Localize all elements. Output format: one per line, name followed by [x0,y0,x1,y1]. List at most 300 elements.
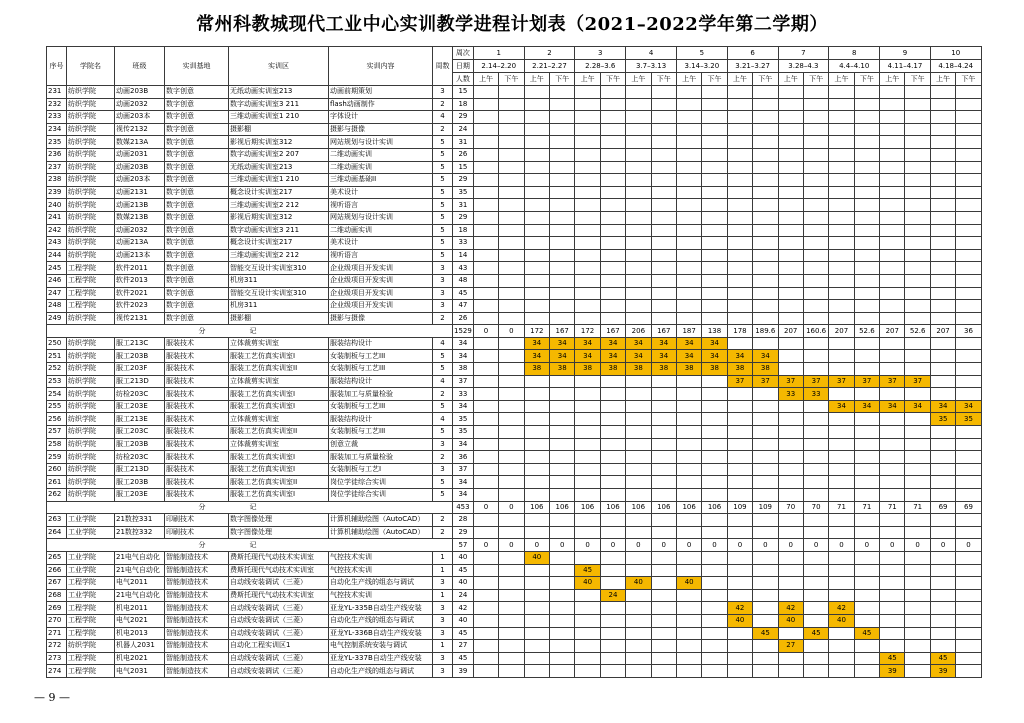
row-seq: 269 [47,602,67,615]
row-slot-booked: 34 [676,337,701,350]
row-slot-empty [778,224,803,237]
row-content: 二维动画实训 [329,148,433,161]
row-slot-empty [829,577,854,590]
subtotal-slot-value: 0 [550,539,575,552]
row-seq: 249 [47,312,67,325]
row-slot-empty [854,438,879,451]
row-base: 数字创意 [165,287,229,300]
row-area: 服装工艺仿真实训室I [229,463,329,476]
row-slot-empty [524,614,549,627]
row-slot-empty [778,526,803,539]
row-slot-empty [727,514,752,527]
header-am: 上午 [880,73,905,86]
row-slot-empty [626,614,651,627]
row-slot-empty [702,577,727,590]
row-slot-empty [803,161,828,174]
row-slot-empty [575,211,600,224]
row-slot-empty [829,111,854,124]
row-slot-empty [524,186,549,199]
row-slot-empty [499,463,524,476]
row-slot-empty [676,375,701,388]
row-slot-empty [727,186,752,199]
row-slot-empty [550,438,575,451]
row-slot-empty [727,199,752,212]
row-college: 纺织学院 [67,199,115,212]
row-slot-empty [880,274,905,287]
row-slot-booked: 40 [626,577,651,590]
row-slot-empty [829,426,854,439]
row-slot-empty [753,589,778,602]
table-row [47,489,982,502]
row-slot-empty [626,640,651,653]
row-class: 机电2011 [115,602,165,615]
row-slot-empty [702,526,727,539]
row-slot-empty [829,463,854,476]
row-slot-empty [550,148,575,161]
row-slot-empty [727,438,752,451]
header-am: 上午 [778,73,803,86]
row-slot-empty [829,388,854,401]
row-seq: 251 [47,350,67,363]
row-base: 数字创意 [165,249,229,262]
row-slot-empty [829,564,854,577]
row-slot-booked: 37 [854,375,879,388]
row-slot-empty [956,249,981,262]
row-slot-empty [880,86,905,99]
row-college: 工程学院 [67,577,115,590]
row-slot-empty [930,300,955,313]
table-row [47,602,982,615]
row-slot-empty [753,312,778,325]
row-slot-empty [600,400,625,413]
row-slot-empty [803,589,828,602]
row-slot-empty [829,451,854,464]
row-slot-empty [626,86,651,99]
row-slot-empty [702,602,727,615]
row-seq: 235 [47,136,67,149]
row-people: 15 [453,86,474,99]
row-slot-empty [575,438,600,451]
row-slot-empty [702,300,727,313]
row-slot-empty [803,174,828,187]
row-slot-empty [956,564,981,577]
row-slot-empty [676,476,701,489]
row-slot-empty [702,400,727,413]
row-area: 立体裁剪实训室 [229,438,329,451]
row-slot-empty [956,627,981,640]
row-weeks: 5 [433,199,453,212]
row-slot-empty [702,463,727,476]
row-slot-empty [575,186,600,199]
row-weeks: 3 [433,652,453,665]
row-slot-empty [600,602,625,615]
row-slot-empty [956,438,981,451]
row-slot-empty [854,337,879,350]
row-slot-empty [575,602,600,615]
row-class: 服工213D [115,375,165,388]
row-slot-empty [626,514,651,527]
row-slot-empty [702,438,727,451]
row-slot-empty [702,476,727,489]
row-slot-empty [499,211,524,224]
row-slot-empty [676,451,701,464]
row-slot-empty [880,98,905,111]
row-slot-empty [905,526,930,539]
row-slot-empty [473,640,498,653]
row-slot-empty [956,136,981,149]
row-slot-empty [676,388,701,401]
row-slot-empty [930,489,955,502]
row-slot-empty [829,274,854,287]
row-seq: 259 [47,451,67,464]
row-slot-booked: 39 [930,665,955,678]
row-slot-empty [600,211,625,224]
row-slot-empty [880,148,905,161]
row-slot-empty [829,249,854,262]
row-slot-empty [956,123,981,136]
row-slot-booked: 34 [854,400,879,413]
row-slot-empty [473,526,498,539]
row-slot-empty [930,463,955,476]
row-slot-empty [930,123,955,136]
table-row [47,627,982,640]
row-weeks: 3 [433,463,453,476]
row-people: 38 [453,363,474,376]
row-slot-empty [499,451,524,464]
row-slot-empty [499,388,524,401]
row-people: 37 [453,463,474,476]
subtotal-label: 分记 [47,501,453,514]
row-base: 印刷技术 [165,526,229,539]
row-slot-empty [829,476,854,489]
row-slot-empty [727,111,752,124]
row-slot-booked: 33 [778,388,803,401]
row-slot-empty [753,337,778,350]
row-slot-empty [803,148,828,161]
row-college: 工程学院 [67,627,115,640]
row-college: 纺织学院 [67,111,115,124]
row-slot-empty [702,413,727,426]
row-slot-empty [676,652,701,665]
row-slot-empty [829,199,854,212]
row-slot-empty [550,627,575,640]
row-slot-empty [473,388,498,401]
row-slot-empty [524,388,549,401]
row-slot-empty [930,438,955,451]
row-slot-empty [727,476,752,489]
row-slot-booked: 37 [880,375,905,388]
row-slot-empty [956,363,981,376]
row-class: 服工203E [115,400,165,413]
row-slot-empty [651,111,676,124]
row-slot-booked: 40 [676,577,701,590]
table-row [47,400,982,413]
row-seq: 240 [47,199,67,212]
row-seq: 237 [47,161,67,174]
row-slot-empty [550,174,575,187]
row-slot-empty [803,186,828,199]
row-slot-empty [727,426,752,439]
row-slot-empty [524,526,549,539]
row-seq: 253 [47,375,67,388]
header-am: 上午 [575,73,600,86]
row-content: 服装结构设计 [329,375,433,388]
row-slot-empty [524,174,549,187]
table-row [47,224,982,237]
row-college: 纺织学院 [67,438,115,451]
row-slot-empty [905,174,930,187]
row-slot-empty [930,375,955,388]
row-slot-empty [651,463,676,476]
row-class: 动画213A [115,237,165,250]
row-slot-empty [702,186,727,199]
row-slot-empty [727,237,752,250]
row-area: 费斯托现代气动技术实训室 [229,551,329,564]
header-pm: 下午 [956,73,981,86]
header-week-no-label: 周次 [453,47,474,60]
row-slot-empty [651,174,676,187]
row-slot-empty [905,111,930,124]
table-row [47,564,982,577]
header-week-number: 6 [727,47,778,60]
row-slot-empty [803,602,828,615]
row-content: 视听语言 [329,249,433,262]
row-slot-empty [956,111,981,124]
row-slot-empty [499,413,524,426]
row-content: 女装制板与工艺III [329,363,433,376]
row-slot-empty [727,148,752,161]
row-people: 34 [453,337,474,350]
row-weeks: 5 [433,224,453,237]
row-slot-empty [600,413,625,426]
row-slot-empty [702,136,727,149]
subtotal-slot-value: 106 [651,501,676,514]
row-slot-empty [778,551,803,564]
header-pm: 下午 [550,73,575,86]
row-slot-empty [676,111,701,124]
row-slot-empty [473,337,498,350]
row-slot-empty [829,589,854,602]
row-weeks: 5 [433,237,453,250]
row-slot-empty [473,413,498,426]
row-slot-empty [550,224,575,237]
header-week-date: 3.21–3.27 [727,60,778,73]
row-slot-empty [854,551,879,564]
row-slot-empty [803,249,828,262]
subtotal-slot-value: 160.6 [803,325,828,338]
row-base: 数字创意 [165,123,229,136]
subtotal-slot-value: 71 [829,501,854,514]
row-slot-empty [829,262,854,275]
row-people: 35 [453,426,474,439]
header-pm: 下午 [753,73,778,86]
row-slot-empty [778,287,803,300]
row-slot-empty [499,123,524,136]
row-slot-empty [803,652,828,665]
row-slot-empty [880,526,905,539]
row-slot-empty [676,136,701,149]
row-slot-booked: 40 [829,614,854,627]
row-people: 29 [453,111,474,124]
row-slot-empty [880,199,905,212]
row-slot-empty [854,413,879,426]
row-weeks: 3 [433,602,453,615]
row-slot-empty [905,602,930,615]
row-seq: 252 [47,363,67,376]
row-base: 数字创意 [165,224,229,237]
row-slot-empty [753,148,778,161]
row-slot-empty [778,123,803,136]
row-base: 数字创意 [165,186,229,199]
row-slot-empty [600,237,625,250]
row-base: 智能制造技术 [165,627,229,640]
row-slot-booked: 34 [702,350,727,363]
row-slot-empty [905,136,930,149]
row-slot-empty [651,136,676,149]
row-slot-empty [651,86,676,99]
table-row [47,577,982,590]
row-slot-booked: 38 [702,363,727,376]
row-slot-empty [575,237,600,250]
row-weeks: 1 [433,551,453,564]
row-slot-empty [956,652,981,665]
row-slot-empty [499,262,524,275]
row-slot-empty [753,451,778,464]
row-weeks: 3 [433,438,453,451]
row-slot-empty [499,312,524,325]
row-slot-empty [499,274,524,287]
row-content: 电气控制系统安装与调试 [329,640,433,653]
row-slot-empty [854,186,879,199]
row-slot-empty [702,86,727,99]
row-slot-empty [651,262,676,275]
row-area: 服装工艺仿真实训室I [229,400,329,413]
row-slot-empty [524,123,549,136]
row-seq: 232 [47,98,67,111]
row-slot-empty [600,438,625,451]
subtotal-slot-value: 106 [626,501,651,514]
row-area: 三维动画实训室2 212 [229,249,329,262]
row-people: 35 [453,413,474,426]
row-slot-empty [880,211,905,224]
subtotal-slot-value: 71 [905,501,930,514]
row-slot-empty [575,451,600,464]
row-slot-empty [854,489,879,502]
subtotal-slot-value: 0 [473,501,498,514]
row-slot-empty [880,249,905,262]
row-slot-empty [753,602,778,615]
row-slot-empty [829,98,854,111]
row-slot-empty [956,551,981,564]
row-slot-empty [473,438,498,451]
row-class: 服工203B [115,438,165,451]
row-base: 智能制造技术 [165,577,229,590]
row-slot-empty [550,413,575,426]
subtotal-slot-value: 0 [930,539,955,552]
row-slot-empty [829,211,854,224]
row-seq: 254 [47,388,67,401]
row-slot-empty [473,451,498,464]
row-slot-empty [575,400,600,413]
row-slot-empty [575,463,600,476]
row-slot-empty [676,211,701,224]
row-slot-empty [499,375,524,388]
row-slot-empty [550,111,575,124]
row-slot-empty [829,551,854,564]
row-slot-empty [524,652,549,665]
row-slot-booked: 38 [550,363,575,376]
row-slot-empty [499,148,524,161]
row-slot-empty [600,186,625,199]
row-slot-empty [803,136,828,149]
row-slot-empty [803,476,828,489]
row-slot-empty [702,249,727,262]
row-slot-empty [524,300,549,313]
row-people: 45 [453,564,474,577]
row-weeks: 2 [433,388,453,401]
row-slot-booked: 45 [575,564,600,577]
row-content: 网站规划与设计实训 [329,211,433,224]
row-slot-empty [575,426,600,439]
row-base: 数字创意 [165,136,229,149]
row-slot-empty [829,514,854,527]
row-slot-empty [854,123,879,136]
row-slot-empty [803,400,828,413]
row-slot-empty [473,224,498,237]
row-slot-empty [702,211,727,224]
header-am: 上午 [676,73,701,86]
row-slot-empty [651,589,676,602]
row-slot-empty [880,551,905,564]
row-content: 企业级项目开发实训 [329,287,433,300]
row-slot-empty [956,665,981,678]
row-slot-empty [626,312,651,325]
row-slot-empty [880,123,905,136]
row-slot-empty [930,526,955,539]
row-slot-empty [956,640,981,653]
row-people: 34 [453,350,474,363]
row-area: 数字动画实训室2 207 [229,148,329,161]
table-row [47,123,982,136]
row-college: 纺织学院 [67,123,115,136]
row-slot-booked: 34 [575,337,600,350]
row-area: 无纸动画实训室213 [229,86,329,99]
row-slot-empty [702,589,727,602]
row-slot-empty [829,186,854,199]
row-slot-empty [626,111,651,124]
row-college: 纺织学院 [67,476,115,489]
row-slot-empty [880,363,905,376]
row-slot-empty [473,161,498,174]
row-slot-empty [956,375,981,388]
row-slot-empty [575,300,600,313]
subtotal-slot-value: 207 [930,325,955,338]
row-seq: 247 [47,287,67,300]
row-slot-empty [854,224,879,237]
row-slot-empty [753,476,778,489]
row-class: 视传2131 [115,312,165,325]
row-slot-empty [473,211,498,224]
row-area: 影视后期实训室312 [229,211,329,224]
row-slot-empty [905,589,930,602]
row-weeks: 1 [433,640,453,653]
row-area: 自动线安装调试（三菱） [229,665,329,678]
row-slot-empty [727,337,752,350]
row-class: 服工203B [115,350,165,363]
row-slot-empty [778,463,803,476]
row-base: 服装技术 [165,438,229,451]
row-slot-empty [550,614,575,627]
